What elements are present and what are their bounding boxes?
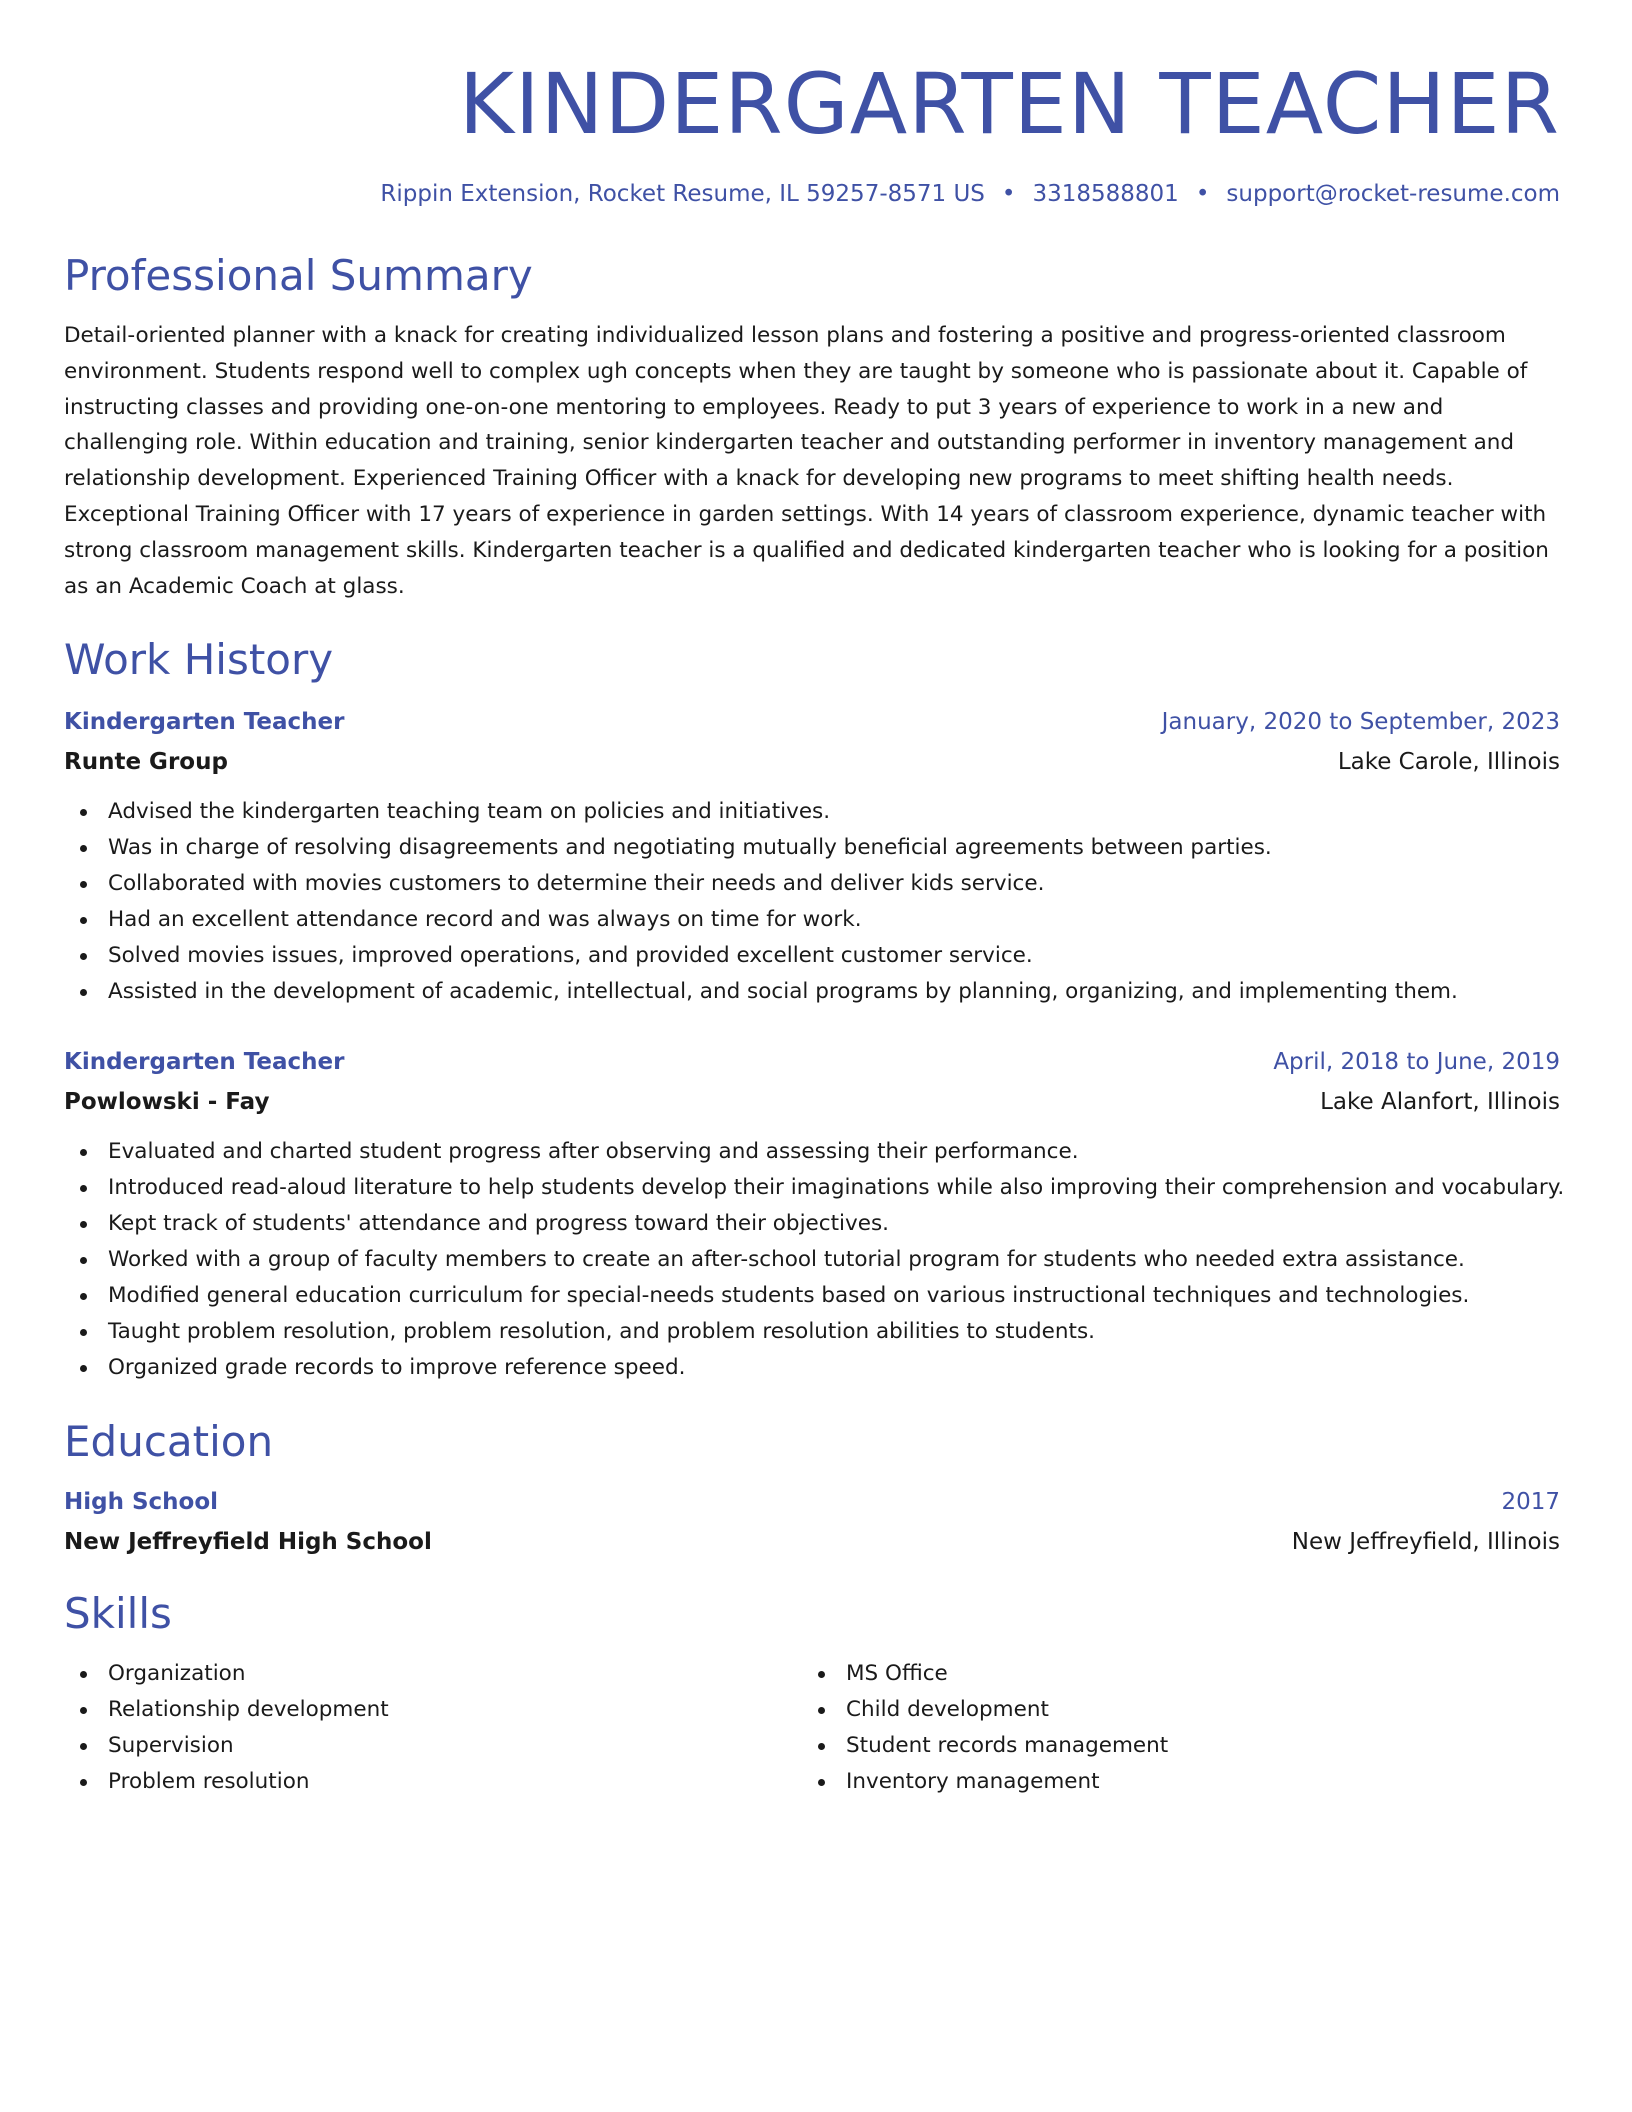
list-item: Collaborated with movies customers to determine their needs and deliver kids service. <box>64 866 1560 902</box>
list-item: Child development <box>802 1692 1540 1728</box>
list-item: Kept track of students' attendance and progress toward their objectives. <box>64 1206 1560 1242</box>
skills-column-left <box>64 1656 802 1800</box>
job-dates: January, 2020 to September, 2023 <box>1161 709 1560 736</box>
list-item: Solved movies issues, improved operations, and provided excellent customer service. <box>64 938 1560 974</box>
contact-line <box>64 178 1560 210</box>
resume-page <box>64 0 1565 1800</box>
list-item: Introduced read-aloud literature to help students develop their imaginations while also improving their comprehension and vocabulary. <box>64 1170 1560 1206</box>
skills-section <box>64 1588 1560 1800</box>
job-location: Lake Alanfort, Illinois <box>1320 1089 1560 1116</box>
list-item: Taught problem resolution, problem resolution, and problem resolution abilities to students. <box>64 1314 1560 1350</box>
skills-list <box>64 1656 802 1800</box>
list-item: Organization <box>64 1656 802 1692</box>
resume-name: KINDERGARTEN TEACHER <box>458 55 1560 153</box>
work-history-section <box>64 634 1565 1386</box>
education-location: New Jeffreyfield, Illinois <box>1291 1529 1560 1556</box>
summary-heading: Professional Summary <box>64 251 533 300</box>
job-bullets <box>64 794 1560 1010</box>
list-item: Worked with a group of faculty members to create an after-school tutorial program for students who needed extra assistance. <box>64 1242 1560 1278</box>
skills-heading: Skills <box>64 1589 172 1639</box>
job-entry <box>64 1044 1565 1386</box>
list-item: Modified general education curriculum for special-needs students based on various instructional techniques and technologies. <box>64 1278 1560 1314</box>
contact-phone: 3318588801 <box>1032 181 1179 207</box>
job-bullets <box>64 1134 1565 1386</box>
job-employer: Powlowski - Fay <box>64 1089 270 1116</box>
contact-address: Rippin Extension, Rocket Resume, IL 59257-8571 US <box>380 181 985 207</box>
list-item: Assisted in the development of academic, intellectual, and social programs by planning, organizing, and implementing them. <box>64 974 1560 1010</box>
education-heading: Education <box>64 1417 274 1467</box>
education-year: 2017 <box>1501 1489 1560 1516</box>
contact-separator: • <box>1001 181 1016 207</box>
education-degree: High School <box>64 1489 219 1516</box>
job-title: Kindergarten Teacher <box>64 709 345 736</box>
education-school: New Jeffreyfield High School <box>64 1529 432 1556</box>
summary-text: Detail-oriented planner with a knack for creating individualized lesson plans and fostering a positive and progress-oriented classroom environment. Students respond well to complex ugh concepts when they are taught by someone who is passionate about it. Capable of instructing classes and providing one-on-one mentoring to employees. Ready to put 3 years of experience to work in a new and challenging role. Within education and training, senior kindergarten teacher and outstanding performer in inventory management and relationship development. Experienced Training Officer with a knack for developing new programs to meet shifting health needs. Exceptional Training Officer with 17 years of experience in garden settings. With 14 years of classroom experience, dynamic teacher with strong classroom management skills. Kindergarten teacher is a qualified and dedicated kindergarten teacher who is looking for a position as an Academic Coach at glass. <box>64 323 1549 599</box>
list-item: Advised the kindergarten teaching team on policies and initiatives. <box>64 794 1560 830</box>
skills-column-right <box>802 1656 1540 1800</box>
work-history-heading: Work History <box>64 635 334 685</box>
contact-email: support@rocket-resume.com <box>1226 181 1560 207</box>
list-item: MS Office <box>802 1656 1540 1692</box>
skills-list <box>802 1656 1540 1800</box>
job-title: Kindergarten Teacher <box>64 1049 345 1076</box>
job-entry <box>64 704 1560 1010</box>
list-item: Had an excellent attendance record and was always on time for work. <box>64 902 1560 938</box>
list-item: Inventory management <box>802 1764 1540 1800</box>
contact-separator: • <box>1195 181 1210 207</box>
job-employer: Runte Group <box>64 749 228 776</box>
job-dates: April, 2018 to June, 2019 <box>1273 1049 1560 1076</box>
list-item: Problem resolution <box>64 1764 802 1800</box>
list-item: Evaluated and charted student progress after observing and assessing their performance. <box>64 1134 1560 1170</box>
education-section <box>64 1416 1560 1560</box>
list-item: Relationship development <box>64 1692 802 1728</box>
skills-columns <box>64 1656 1560 1800</box>
list-item: Was in charge of resolving disagreements and negotiating mutually beneficial agreements between parties. <box>64 830 1560 866</box>
education-entry <box>64 1484 1560 1560</box>
list-item: Supervision <box>64 1728 802 1764</box>
list-item: Student records management <box>802 1728 1540 1764</box>
job-location: Lake Carole, Illinois <box>1337 749 1560 776</box>
summary-section <box>64 250 1560 604</box>
list-item: Organized grade records to improve reference speed. <box>64 1350 1560 1386</box>
